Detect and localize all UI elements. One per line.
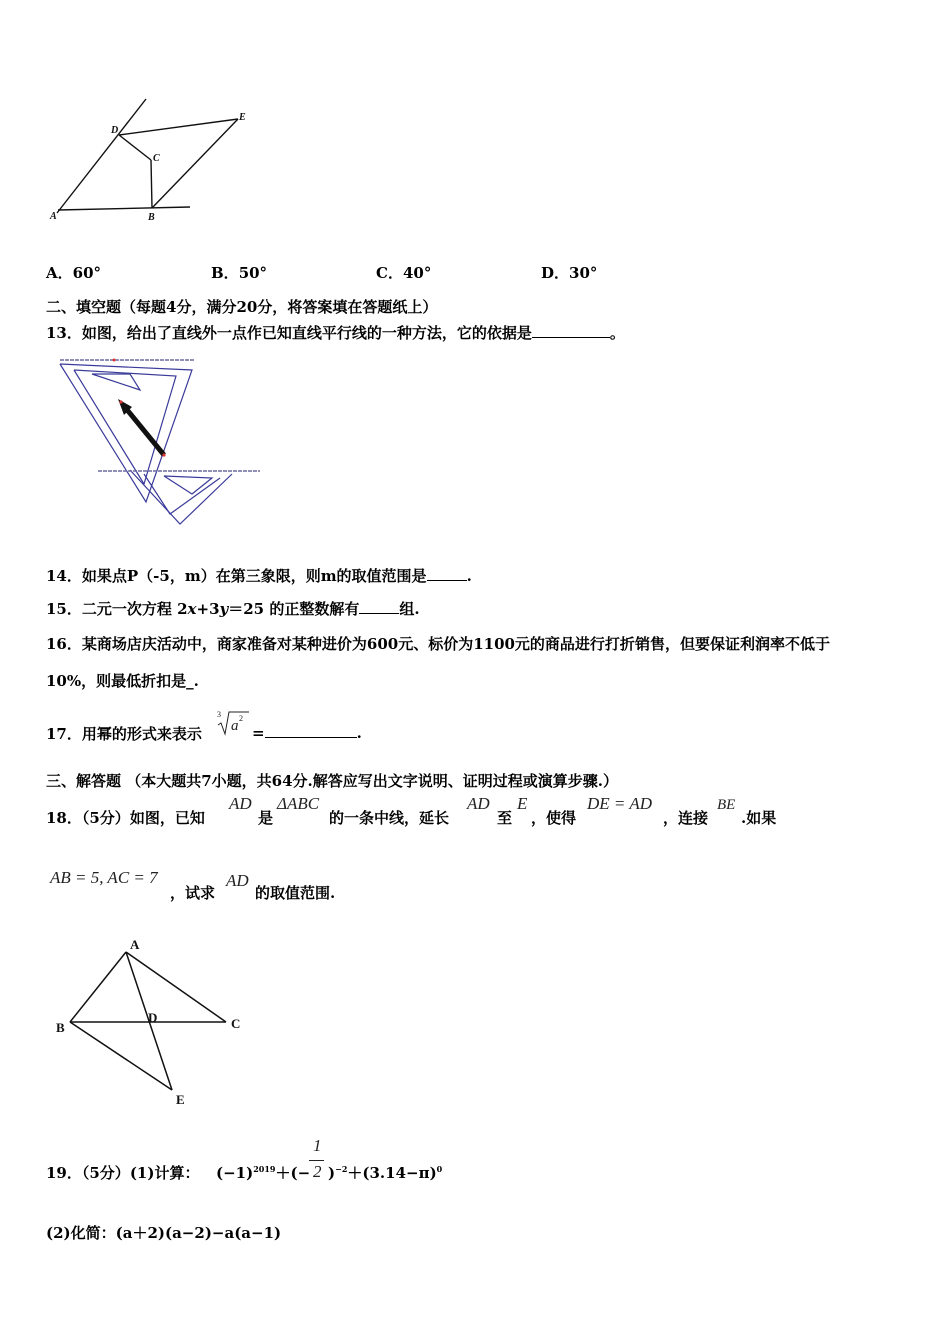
option-b-value: 50° (238, 264, 268, 282)
q19-part2-expr: (a＋2)(a−2)−a(a−1) (115, 1224, 282, 1242)
line-ad-extended (57, 99, 146, 213)
q15-answer-blank[interactable] (359, 599, 399, 614)
q13-end: 。 (609, 324, 625, 342)
q12-figure (40, 92, 270, 232)
question-14 (46, 565, 472, 586)
q18-text-6: ，连接 (663, 809, 709, 827)
segment-ac (126, 952, 226, 1022)
segment-ab (70, 952, 126, 1022)
q15-var-y: y (219, 600, 229, 618)
segment-de (119, 119, 238, 135)
q17-radical (215, 708, 251, 736)
q18-math-ad-3: AD (226, 871, 249, 890)
q19-expr-part-b (328, 1162, 442, 1183)
q17-root-index: 3 (217, 710, 221, 719)
fig18-label-a: A (130, 937, 140, 952)
q19-expr-d: ＋(3.14−π) (347, 1164, 437, 1182)
option-a-value: 60° (72, 264, 102, 282)
q19-frac-denominator: 2 (313, 1162, 322, 1181)
q18-math-be: BE (717, 797, 736, 813)
q15-text-c: ＝25 的正整数解有 (228, 600, 360, 618)
q15-var-x: x (187, 600, 197, 618)
q19-frac-bar (309, 1160, 324, 1161)
q19-expr-c: ) (328, 1164, 336, 1182)
option-a[interactable] (46, 262, 101, 283)
fig12-label-c: C (153, 153, 160, 164)
fig12-label-b: B (148, 212, 155, 223)
option-c-letter: C． (376, 264, 403, 282)
q14-number: 14． (46, 567, 82, 585)
q17-answer-blank[interactable] (265, 723, 357, 738)
q18-math-ad-2: AD (467, 794, 490, 813)
q18-text-9: 的取值范围. (255, 884, 336, 902)
q13-number: 13． (46, 324, 82, 342)
q13-small-triangle-top (92, 374, 140, 390)
option-b-letter: B． (211, 264, 239, 282)
q15-number: 15． (46, 600, 82, 618)
q19-part2 (46, 1222, 281, 1243)
option-d[interactable] (541, 262, 597, 283)
q13-figure (52, 352, 267, 527)
fig12-label-e: E (239, 112, 246, 123)
q18-text-7: .如果 (741, 809, 777, 827)
q19-frac-numerator: 1 (313, 1136, 322, 1155)
q18-text-3: 的一条中线，延长 (329, 809, 450, 827)
q13-point-end (162, 453, 165, 456)
question-17 (46, 723, 202, 744)
q18-text-8: ，试求 (170, 884, 216, 902)
q13-answer-blank[interactable] (532, 323, 610, 338)
q18-text-2: 是 (258, 809, 274, 827)
segment-be (70, 1022, 172, 1090)
q19-exp-d: 0 (436, 1164, 443, 1174)
q18-points: （5分） (81, 809, 130, 827)
q17-number: 17． (46, 725, 82, 743)
option-d-letter: D． (541, 264, 570, 282)
option-c[interactable] (376, 262, 431, 283)
q15-text-b: +3 (196, 600, 220, 618)
q18-math-given: AB = 5, AC = 7 (50, 868, 158, 887)
fig18-label-e: E (176, 1092, 185, 1107)
section-3-heading: 三、解答题 （本大题共7小题，共64分.解答应写出文字说明、证明过程或演算步骤.） (46, 772, 618, 790)
q19-exp-c: −2 (335, 1164, 348, 1174)
fig18-label-c: C (231, 1016, 241, 1031)
fig12-label-d: D (111, 125, 119, 136)
q18-math-de-eq-ad: DE = AD (587, 794, 652, 813)
q13-point-top (113, 359, 116, 362)
q16-text-line1: 某商场店庆活动中，商家准备对某种进价为600元、标价为1100元的商品进行打折销售，但要保证利润率不低于 (81, 635, 830, 653)
q19-points: （5分） (81, 1164, 130, 1182)
fig18-label-b: B (56, 1020, 65, 1035)
question-15 (46, 598, 420, 619)
q17-radicand-exponent: 2 (239, 714, 243, 723)
q14-answer-blank[interactable] (427, 566, 467, 581)
q17-radicand: a (231, 718, 239, 734)
option-c-value: 40° (402, 264, 432, 282)
q13-ruler-upper-inner (74, 370, 176, 484)
q13-arrow-shaft (124, 406, 164, 455)
q18-text-1: 如图，已知 (129, 809, 205, 827)
q18-math-ad: AD (229, 794, 252, 813)
q19-part1-label: (1)计算： (129, 1164, 200, 1182)
fig12-label-a: A (50, 211, 57, 222)
q19-expr-b: ＋(− (275, 1164, 311, 1182)
question-13 (46, 322, 625, 343)
q19-number-points (46, 1162, 199, 1183)
q18-number-points (46, 807, 205, 828)
line-ab (58, 207, 190, 210)
q19-exp-a: 2019 (253, 1164, 276, 1174)
q17-text: 用幂的形式来表示 (81, 725, 202, 743)
segment-dc (119, 135, 151, 160)
section-2-heading: 二、填空题（每题4分，满分20分，将答案填在答题纸上） (46, 298, 438, 316)
q13-text: 如图，给出了直线外一点作已知直线平行线的一种方法，它的依据是 (81, 324, 532, 342)
q17-equals: = (252, 724, 265, 742)
option-b[interactable] (211, 262, 267, 283)
q18-math-e: E (517, 794, 528, 813)
question-16-line1 (46, 633, 830, 654)
q19-expr-a: (−1) (216, 1164, 254, 1182)
q19-part2-label: (2)化简： (46, 1224, 116, 1242)
q18-number: 18． (46, 809, 82, 827)
q18-text-4: 至 (497, 809, 513, 827)
q13-point-start (119, 400, 122, 403)
fig18-label-d: D (148, 1010, 158, 1025)
q13-small-triangle-bottom (164, 476, 212, 494)
q17-answer (252, 723, 362, 742)
q18-text-5: ，使得 (531, 809, 577, 827)
q19-expr-part-a (216, 1162, 310, 1183)
q15-end: 组. (399, 600, 420, 618)
q16-number: 16． (46, 635, 82, 653)
q19-number: 19． (46, 1164, 82, 1182)
q17-end: . (356, 724, 362, 742)
q14-text: 如果点P（-5，m）在第三象限，则m的取值范围是 (81, 567, 427, 585)
q15-text-a: 二元一次方程 2 (81, 600, 188, 618)
segment-be (152, 119, 238, 208)
option-d-value: 30° (569, 264, 598, 282)
question-16-line2: 10%，则最低折扣是_. (46, 672, 199, 690)
segment-cb (151, 160, 152, 208)
q14-end: . (466, 567, 472, 585)
q18-math-abc: ΔABC (277, 794, 320, 813)
option-a-letter: A． (46, 264, 73, 282)
q18-figure (50, 930, 260, 1110)
